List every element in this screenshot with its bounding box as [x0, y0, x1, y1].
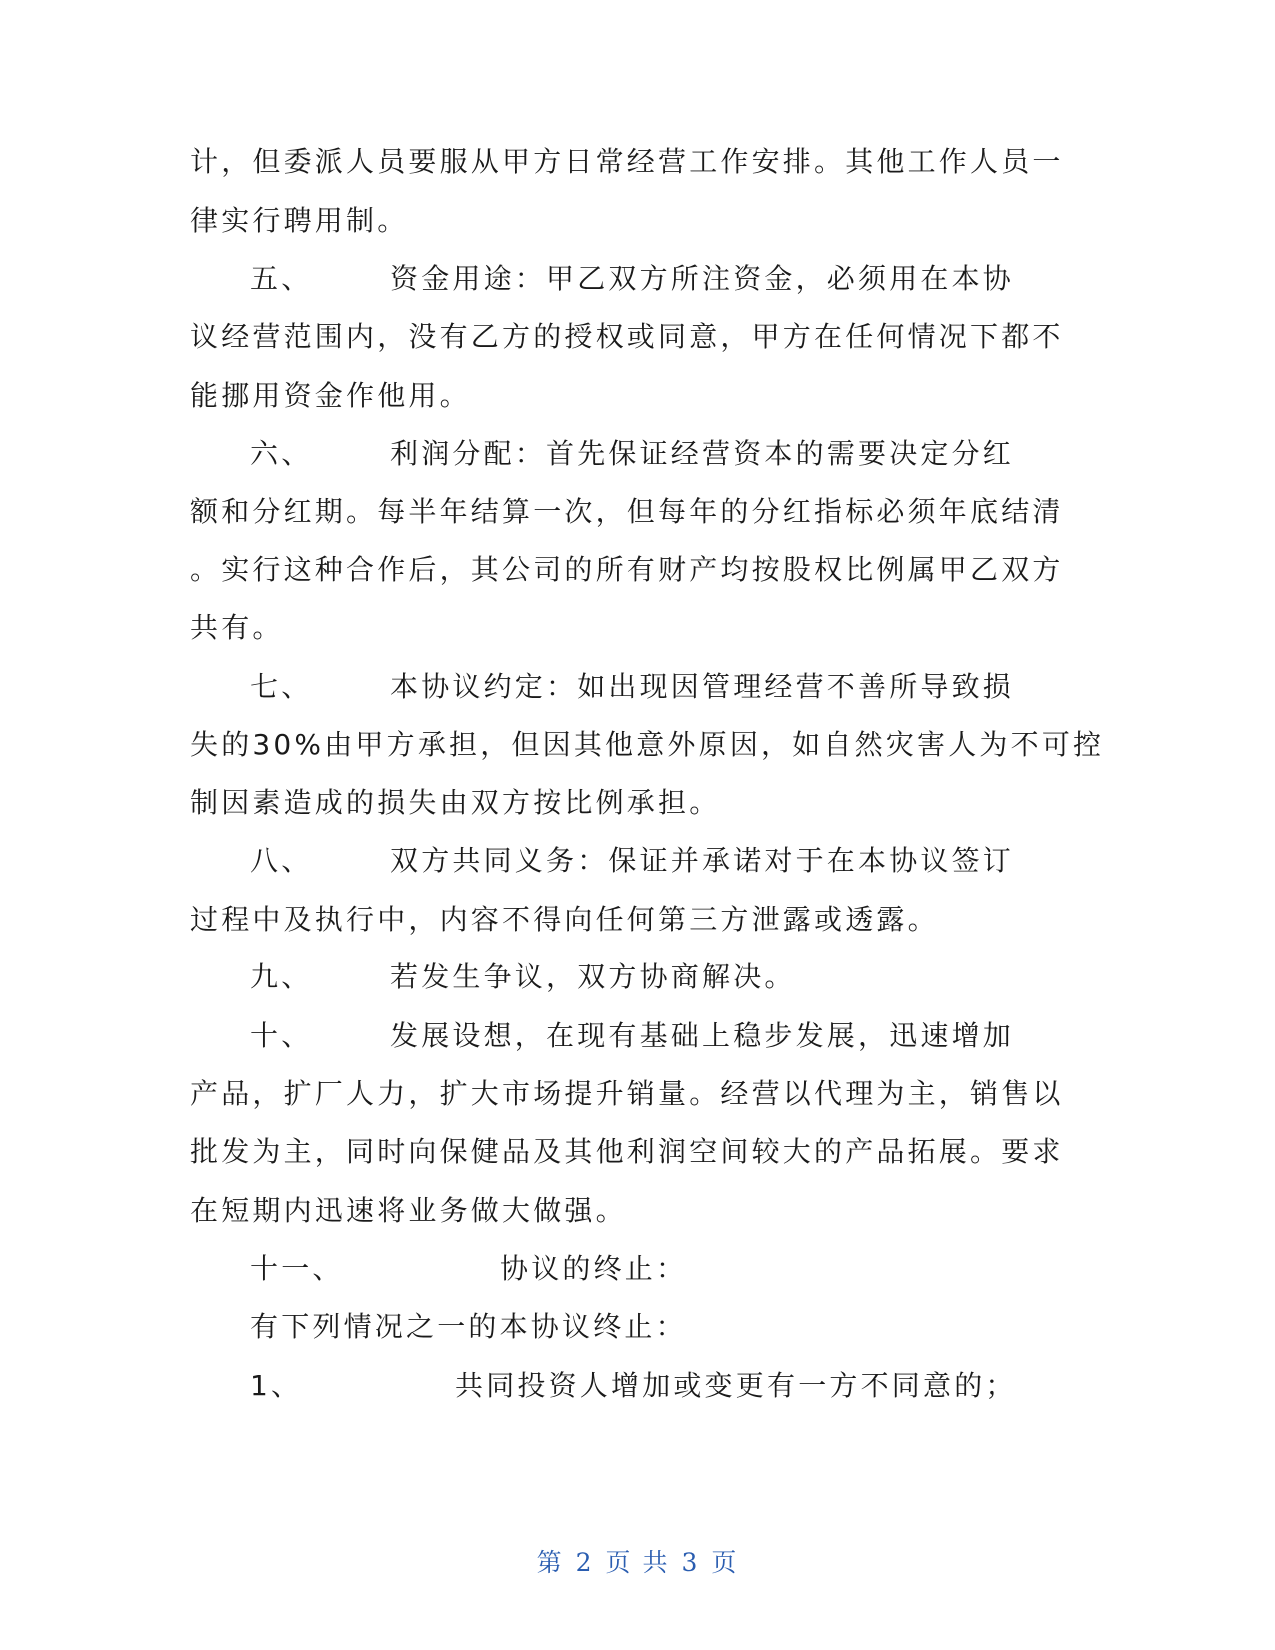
section-heading: 利润分配：首先保证经营资本的需要决定分红	[390, 437, 1015, 470]
footer-suffix: 页	[711, 1548, 739, 1577]
item-number: 1、	[250, 1369, 303, 1402]
text-line: 。实行这种合作后，其公司的所有财产均按股权比例属甲乙双方	[190, 553, 1064, 586]
section-heading: 发展设想，在现有基础上稳步发展，迅速增加	[390, 1019, 1015, 1052]
text-line: 额和分红期。每半年结算一次，但每年的分红指标必须年底结清	[190, 495, 1064, 528]
section-heading: 若发生争议，双方协商解决。	[390, 960, 796, 993]
page-footer	[0, 1543, 1275, 1579]
section-number: 九、	[250, 960, 313, 993]
section-number: 八、	[250, 844, 313, 877]
text-line: 批发为主，同时向保健品及其他利润空间较大的产品拓展。要求	[190, 1135, 1064, 1168]
section-number: 五、	[250, 262, 313, 295]
text-line: 失的30%由甲方承担，但因其他意外原因，如自然灾害人为不可控	[190, 728, 1105, 761]
section-heading: 协议的终止：	[500, 1252, 688, 1285]
termination-intro: 有下列情况之一的本协议终止：	[250, 1310, 687, 1343]
section-number: 十、	[250, 1019, 313, 1052]
section-eleven	[250, 1252, 688, 1285]
text-line: 在短期内迅速将业务做大做强。	[190, 1194, 627, 1227]
section-number: 七、	[250, 670, 313, 703]
section-six	[250, 437, 1015, 470]
section-heading: 本协议约定：如出现因管理经营不善所导致损	[390, 670, 1015, 703]
section-number: 十一、	[250, 1252, 344, 1285]
text-line: 能挪用资金作他用。	[190, 379, 471, 412]
section-heading: 双方共同义务：保证并承诺对于在本协议签订	[390, 844, 1015, 877]
text-line: 计，但委派人员要服从甲方日常经营工作安排。其他工作人员一	[190, 145, 1064, 178]
footer-middle: 页 共	[605, 1548, 670, 1577]
text-line: 议经营范围内，没有乙方的授权或同意，甲方在任何情况下都不	[190, 320, 1064, 353]
termination-item-1	[250, 1369, 1017, 1402]
section-seven	[250, 670, 1015, 703]
footer-total-pages: 3	[681, 1548, 700, 1577]
section-nine	[250, 960, 796, 993]
footer-prefix: 第	[536, 1548, 564, 1577]
text-line: 产品，扩厂人力，扩大市场提升销量。经营以代理为主，销售以	[190, 1077, 1064, 1110]
text-line: 过程中及执行中，内容不得向任何第三方泄露或透露。	[190, 903, 939, 936]
section-heading: 资金用途：甲乙双方所注资金，必须用在本协	[390, 262, 1015, 295]
section-ten	[250, 1019, 1015, 1052]
section-eight	[250, 844, 1015, 877]
text-line: 共有。	[190, 611, 284, 644]
item-text: 共同投资人增加或变更有一方不同意的；	[455, 1369, 1017, 1402]
text-line: 制因素造成的损失由双方按比例承担。	[190, 786, 721, 819]
section-five	[250, 262, 1015, 295]
footer-page-number: 2	[575, 1548, 594, 1577]
section-number: 六、	[250, 437, 313, 470]
text-line: 律实行聘用制。	[190, 204, 409, 237]
